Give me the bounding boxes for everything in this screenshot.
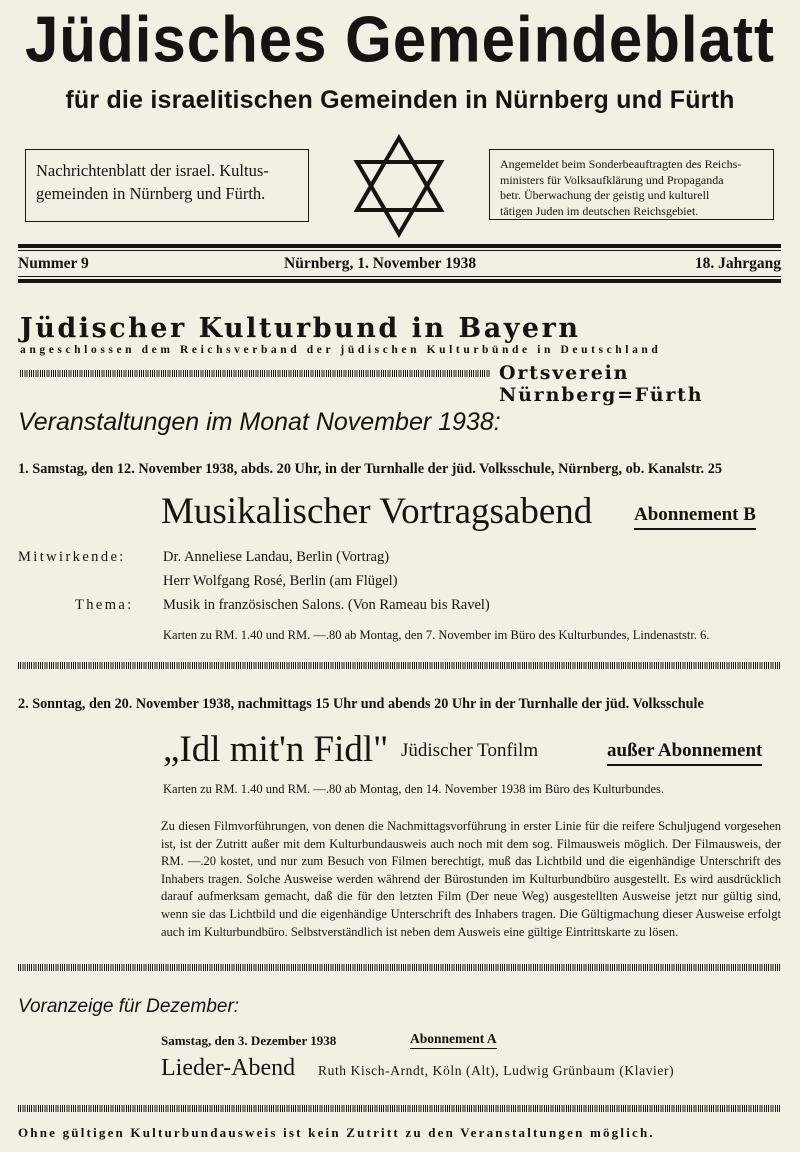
section-divider-2 (18, 964, 781, 971)
header-rule-thin-bottom (18, 276, 781, 277)
preview-date: Samstag, den 3. Dezember 1938 (161, 1033, 337, 1048)
event1-details: 1. Samstag, den 12. November 1938, abds. 20 Uhr, in der Turnhalle der jüd. Volksschule, Nürnberg, ob. Kanalstr. 25 (18, 461, 722, 477)
newspaper-subtitle: für die israelitischen Gemeinden in Nürnberg und Fürth (65, 86, 735, 114)
event1-tickets: Karten zu RM. 1.40 und RM. —.80 ab Montag, den 7. November im Büro des Kulturbundes, Lindenaststr. 6. (163, 628, 710, 642)
preview-title: Lieder-Abend (161, 1055, 296, 1081)
header-rule-bottom (18, 279, 781, 283)
section-divider-1 (18, 662, 781, 669)
event2-subscription: außer Abonnement (607, 740, 762, 766)
issue-place-date: Nürnberg, 1. November 1938 (284, 255, 477, 272)
preview-subscription: Abonnement A (410, 1031, 497, 1049)
event2-tickets: Karten zu RM. 1.40 und RM. —.80 ab Montag, den 14. November 1938 im Büro des Kulturbundes. (163, 782, 664, 796)
event2-subtitle: Jüdischer Tonfilm (401, 740, 539, 761)
footer-notice: Ohne gültigen Kulturbundausweis ist kein Zutritt zu den Veranstaltungen möglich. (18, 1125, 655, 1140)
publication-note-line1: Nachrichtenblatt der israel. Kultus- (36, 161, 269, 180)
performers-label: Mitwirkende: (18, 549, 126, 565)
film-pass-notice (161, 818, 781, 941)
preview-heading: Voranzeige für Dezember: (18, 996, 240, 1017)
registration-note-line2: ministers für Volksaufklärung und Propaganda (500, 172, 724, 187)
kulturbund-subtitle: angeschlossen dem Reichsverband der jüdischen Kulturbünde in Deutschland (20, 344, 662, 356)
registration-note-box (489, 149, 774, 220)
ortsverein-label: Ortsverein Nürnberg=Fürth (499, 362, 704, 406)
registration-note-line1: Angemeldet beim Sonderbeauftragten des Reichs- (500, 157, 742, 171)
program-heading: Veranstaltungen im Monat November 1938: (18, 408, 501, 436)
theme-text: Musik in französischen Salons. (Von Rameau bis Ravel) (163, 597, 490, 613)
registration-note-line3: betr. Überwachung der geistig und kulturell (500, 188, 710, 202)
preview-performers: Ruth Kisch-Arndt, Köln (Alt), Ludwig Grünbaum (Klavier) (318, 1063, 675, 1078)
performer-1: Dr. Anneliese Landau, Berlin (Vortrag) (163, 549, 390, 565)
kulturbund-title: Jüdischer Kulturbund in Bayern (20, 313, 581, 344)
theme-label: Thema: (75, 597, 134, 613)
issue-info-row (18, 255, 781, 275)
event1-title: Musikalischer Vortragsabend (161, 491, 593, 532)
registration-note-line4: tätigen Juden im deutschen Reichsgebiet. (500, 203, 699, 218)
event2-details: 2. Sonntag, den 20. November 1938, nachmittags 15 Uhr und abends 20 Uhr in der Turnhalle der jüd. Volksschule (18, 696, 704, 712)
ornamental-rule (20, 370, 490, 377)
section-divider-3 (18, 1105, 781, 1112)
issue-volume: 18. Jahrgang (694, 255, 781, 272)
header-rule-top (18, 244, 781, 248)
event2-title: „Idl mit'n Fidl" (163, 729, 389, 770)
newspaper-title: Jüdisches Gemeindeblatt (25, 3, 775, 76)
issue-number: Nummer 9 (18, 255, 89, 272)
publication-note-line2: gemeinden in Nürnberg und Fürth. (36, 184, 266, 203)
performer-2: Herr Wolfgang Rosé, Berlin (am Flügel) (163, 573, 398, 589)
film-pass-notice-text: Zu diesen Filmvorführungen, von denen die Nachmittagsvorführung in erster Linie für die reifere Schuljugend vorgesehen ist, ist der Zutritt außer mit dem Kulturbundausweis auch noch mit dem sog. Filmausweis möglich. Der Filmausweis, der RM. —.20 kostet, und nur zum Besuch von Filmen berechtigt, muß das Lichtbild und die eigenhändige Unterschrift des Inhabers tragen. Solche Ausweise werden während der Bürostunden im Kulturbundbüro ausgestellt. Es wird ausdrücklich darauf aufmerksam gemacht, daß die für den letzten Film (Der neue Weg) ausgestellten Ausweise jetzt nur gültig sind, wenn sie das Lichtbild und die eigenhändige Unterschrift des Inhabers tragen. Die Gültigmachung dieser Ausweise erfolgt auch im Kulturbundbüro. Selbstverständlich ist neben dem Ausweis eine gültige Eintrittskarte zu lösen. (161, 819, 781, 939)
star-of-david-icon (352, 134, 446, 238)
header-rule-thin (18, 250, 781, 251)
publication-note-box (25, 149, 309, 222)
event1-subscription: Abonnement B (634, 504, 756, 530)
